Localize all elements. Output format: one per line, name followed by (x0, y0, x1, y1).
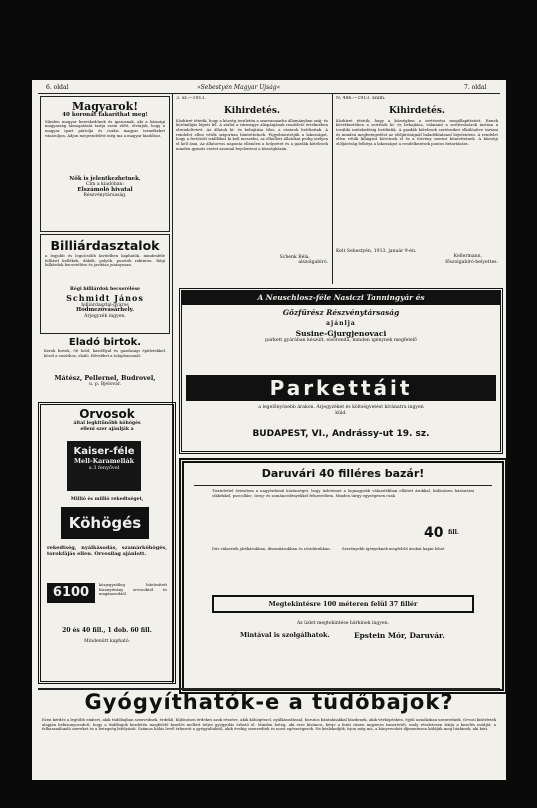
ad-orvosok-title: Orvosok (79, 407, 135, 421)
kihirdetes-2-date2: Kelt Sebestyén, 1913. január 9-én. (336, 248, 417, 254)
kihirdetes-column-1 (176, 96, 328, 284)
newspaper-page (32, 80, 506, 780)
count-badge: 6100 (47, 583, 95, 603)
ad-orvosok-line1: által legkitűnőbb köhögés (73, 421, 141, 426)
ad-billiard-line3: billiárdasztal-gyáros (81, 302, 129, 308)
kaiser-badge-line3: a 3 fenyővel (88, 465, 120, 471)
ad-birtok-title: Eladó birtok. (68, 337, 142, 348)
kohoges-badge: Köhögés (61, 507, 149, 539)
daruvar-sign2: Epstein Mór, Daruvár. (354, 631, 445, 640)
ad-billiard-title: Billiárdasztalok (50, 238, 160, 253)
kihirdetes-1-sign2: alszolgabíró. (298, 260, 328, 266)
daruvar-body3: Szerényebb igényeknek megfelelő árukat kapni lehet (342, 547, 445, 551)
ad-magyarok-line2: Nők is jelentkezhetnek. (69, 175, 141, 182)
ad-birtok (40, 336, 170, 402)
kihirdetes-2-sign2: főszolgabíró-helyettes. (445, 259, 498, 265)
daruvar-line1: Az üzlet megtekintése bárkinek ingyen. (296, 621, 390, 626)
parkett-line3: ajánlja (326, 320, 356, 327)
ad-birtok-body: Kerek birtok, 96 hold, kastéllyal és gazdasági épületekkel, közel a vasúthoz, eladó. Bővebbet a tulajdonosnál: (44, 348, 166, 358)
daruvar-title: Daruvári 40 filléres bazár! (261, 467, 425, 480)
bottom-body: Ezen kérdés a legtöbb embert, akik tüdőbajban szenvednek, érdekli. Különösen érdekes azok részére, akik köhögéssel, nyálkásodással, hurutos bántalmakkal küzdenek, akik vérköpésben, éjjeli izzadásban szenvednek. Orvosi kísérletek alapján bebizonyosodott, hogy a tüdőbajok kezdetén megfelelő kezelés mellett teljes gyógyulás érhető el. Minden beteg, aki erre kíváncsi, kérje a fenti címen ingyenes ismertetőt, mely részletesen leírja a kezelés módját, a felhasználandó szereket és a betegség lefolyását. Számos hálás levél érkezett a gyógyultaktól, akik évekig szenvedtek és most egészségesek. Ne késlekedjék, írjon még ma, a könyvecskét díjmentesen küldjük meg bárkinek, aki kéri. (42, 718, 496, 732)
daruvar-price-unit: fill. (448, 529, 460, 536)
daruvar-body: Tisztelettel értesítem a nagyérdemű közönséget, hogy üzletemet a legnagyobb választékban ellátott árukkal, különösen háztartási cikkekkel, porcellán-, üveg- és zománcedényekkel felszereltem. Minden tárgy egységesen csak (212, 489, 474, 498)
ad-birtok-line2: u. p. Bjelovár. (89, 382, 121, 387)
bottom-title: Gyógyíthatók-e a tüdőbajok? (84, 690, 454, 714)
ad-orvosok-line2: elleni szer ajánlják a (80, 426, 134, 432)
kihirdetes-2-date: N. 486.—1913. szám. (336, 96, 386, 101)
ad-billiard-name: Schmidt János (66, 292, 144, 303)
kaiser-badge-line2: Mell-Karamellák (73, 457, 135, 465)
ad-orvosok-line3: Millió és millió rekedtséget, (70, 497, 144, 502)
ad-magyarok-line4: Elszámoló hivatal (77, 186, 133, 193)
column-rule-2 (332, 94, 333, 284)
daruvar-price: 40 (424, 525, 444, 541)
header-right: 7. oldal (464, 84, 487, 91)
parkett-big: Parkettáit (186, 375, 496, 401)
header-left: 6. oldal (46, 84, 69, 91)
page-header (32, 80, 506, 94)
ad-orvosok-price: 20 és 40 fill., 1 dob. 60 fill. (62, 627, 152, 634)
ad-magyarok-line5: Részvénytársaság. (83, 193, 127, 199)
parkett-address: BUDAPEST, VI., Andrássy-ut 19. sz. (252, 429, 430, 439)
ad-billiard-city: Hódmezővásárhely. (75, 307, 135, 314)
daruvar-body2: Dús választék játékárukban, díszműárukban és rövidárukban. (212, 547, 331, 551)
ad-orvosok-line5: Mindenütt kapható. (83, 639, 130, 644)
ad-birtok-line1: Mátész, Pellernel, Budrovel, (54, 374, 156, 382)
kihirdetes-1-sign1: Schenk Béla, (279, 254, 310, 260)
kihirdetes-1-body: Közhírré tétetik, hogy a község területén a szarvasmarha állományban száj- és körömfájás lépett fel. A zárlat a vármegye alispánjának rendelete értelmében elrendeltetett. Az állatok ki- és behajtása tilos, a vásárok betiltattak. A rendelet ellen vétők szigorúan büntettetnek. Figyelmeztetjük a lakosságot, hogy a fertőzött istállókat ki kell meszelni, az elhullott állatokat pedig mélyen el kell ásni. Az állatorvos naponta ellenőrzi a helyzetet és a gazdák kötelesek minden gyanús esetet azonnal bejelenteni a községházán. (176, 118, 328, 151)
ad-parkett (179, 288, 503, 454)
kaiser-badge-line1: Kaiser-féle (73, 446, 135, 457)
header-center: »Sebestyén Magyar Ujság« (197, 84, 281, 91)
ad-magyarok-body: Minden magyar kereskedőnek és iparosnak, aki a bánsági magyarság támogatását tartja szem előtt, elvárjuk, hogy a magyar ipart pártolja és csakis magyar termékeket vásároljon. Adjon megrendelést még ma a magyar kiadóhoz. (45, 118, 165, 138)
ad-daruvar (179, 458, 507, 694)
ad-orvosok-body: rekedtség, nyálkásodás, szamárköhögés, torokfájás ellen. Orvosilag ajánlott. (47, 545, 167, 557)
parkett-line2: Gőzfűrész Részvénytársaság (282, 308, 400, 317)
ad-billiard-body: a legjobb és legolcsóbb kivitelben kaphatók, mindenféle billiárd kellékek, dákók, golyók, posztók raktáron. Régi billiárdok becserélése és javítása jutányosan. (45, 253, 165, 268)
ad-magyarok-title: Magyarok! (71, 100, 139, 113)
kihirdetes-2-body: Közhírré tétetik, hogy a községben a sertésvész megállapíttatott. Ennek következtében a sertések ki- és behajtása, valamint a sertésvásárok tartása a további intézkedésig betiltatik. A gazdák kötelesek sertéseiket elkülönítve tartani és minden megbetegedést az elöljáróságnál haladéktalanul bejelenteni. A rendelet ellen vétők kihágást követnek el és a törvény szerint büntettetnek. A községi elöljáróság felhívja a lakosságot a rendelkezések pontos betartására. (336, 118, 498, 147)
ad-magyarok-line3: Cím a kiadóban: (86, 182, 124, 188)
header-rule (38, 93, 500, 94)
ad-magyarok (40, 96, 170, 232)
parkett-body2: a legelőnyösebb árakon. Árjegyzéket és költségvetést kívánatra ingyen küld. (258, 405, 424, 416)
parkett-body: parkett gyárában készült, elsőrendű, minden igénynek megfelelő (265, 338, 417, 343)
kihirdetes-2-sign1: Kellermann, (453, 254, 482, 260)
kaiser-badge (67, 441, 141, 491)
ad-magyarok-line1: 40 koronát takaríthat meg! (62, 112, 148, 118)
kihirdetes-column-2 (336, 96, 498, 284)
kihirdetes-1-title: Kihirdetés. (223, 105, 281, 116)
ad-billiard (40, 234, 170, 334)
ad-billiard-line1: Régi billiárdok becserélése (70, 287, 140, 292)
daruvar-big: Megtekintésre 100 méteren felül 37 fillér (212, 595, 474, 613)
daruvar-sign1: Mintával is szolgálhatok. (240, 631, 330, 639)
daruvar-rule (194, 485, 492, 486)
ad-orvosok (38, 402, 176, 684)
parkett-line1: A Neuschlosz-féle Nasiczi Tanningyár és (182, 291, 500, 305)
parkett-line4: Susine-Gjurgjenovaci (295, 329, 387, 338)
kihirdetes-2-title: Kihirdetés. (388, 105, 446, 116)
ad-billiard-line5: Árjegyzék ingyen. (84, 313, 126, 319)
kihirdetes-1-date: 3. sz.—1913. (176, 96, 206, 101)
ad-orvosok-body2: közjegyzőileg hitelesített bizonyítvány orvosoktól és magánosoktól. (99, 583, 167, 597)
